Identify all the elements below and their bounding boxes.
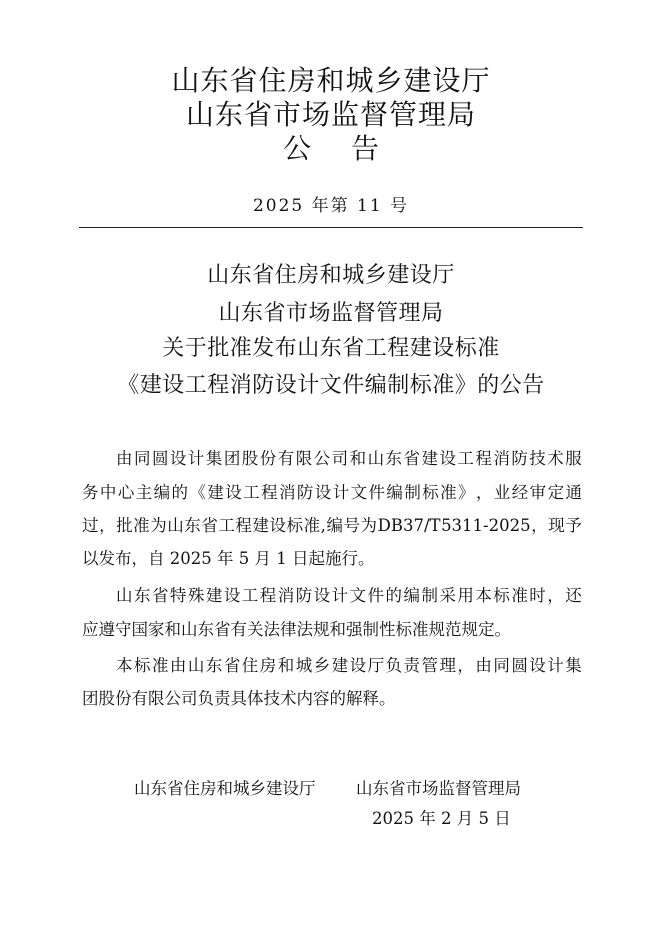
signature-issuer-housing-dept: 山东省住房和城乡建设厅 [134, 779, 316, 798]
paragraph-1-line-1: 由 同 圆 设 计 集 团 股 份 有 限 公 司 和 山 东 省 建 设 工 程 消 防 技 术 服 [116, 449, 582, 468]
paragraph-2-line-2: 应遵守国家和山东省有关法律法规和强制性标准规范规定。 [82, 620, 511, 639]
signature-issuer-market-regulation: 山东省市场监督管理局 [356, 779, 521, 798]
paragraph-3-line-2: 团股份有限公司负责具体技术内容的解释。 [82, 689, 396, 708]
document-number: 2025 年第 11 号 [252, 196, 410, 216]
issuer-name-housing-dept: 山东省住房和城乡建设厅 [171, 64, 491, 97]
headline-line-3: 关于批准发布山东省工程建设标准 [162, 336, 500, 361]
paragraph-1-line-2: 务 中 心 主 编 的 《 建 设 工 程 消 防 设 计 文 件 编 制 标 准 》 ， 业 经 审 定 通 [82, 483, 582, 502]
signature-date: 2025 年 2 月 5 日 [372, 809, 511, 828]
paragraph-3-line-1: 本 标 准 由 山 东 省 住 房 和 城 乡 建 设 厅 负 责 管 理 ， 由 同 圆 设 计 集 [116, 656, 582, 675]
paragraph-1-line-3: 过 ， 批 准 为 山 东 省 工 程 建 设 标 准 , 编 号 为 DB37/T 5311-2025 ， 现 予 [82, 516, 582, 535]
notice-title: 公告 [282, 132, 419, 165]
paragraph-1-line-4: 以发布，自 2025 年 5 月 1 日起施行。 [82, 549, 375, 568]
issuer-name-market-regulation: 山东省市场监督管理局 [185, 98, 476, 131]
headline-line-2: 山东省市场监督管理局 [218, 301, 444, 326]
header-divider [79, 227, 583, 228]
headline-line-1: 山东省住房和城乡建设厅 [207, 263, 455, 288]
headline-line-4: 《建设工程消防设计文件编制标准》的公告 [117, 373, 545, 398]
paragraph-2-line-1: 山 东 省 特 殊 建 设 工 程 消 防 设 计 文 件 的 编 制 采 用 本 标 准 时 ， 还 [116, 586, 582, 605]
